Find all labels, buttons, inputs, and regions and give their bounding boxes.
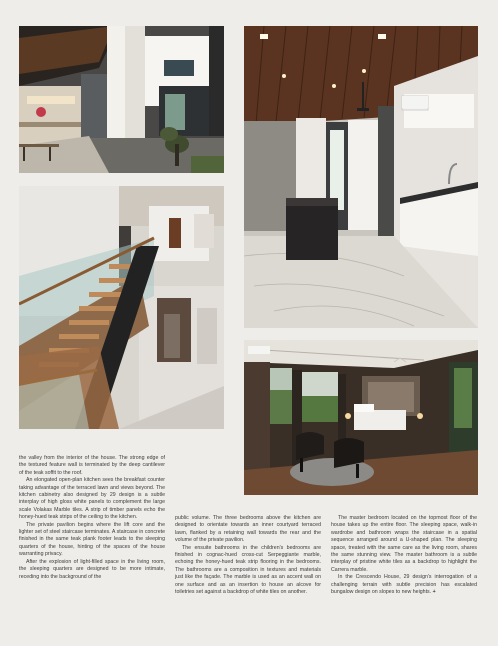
paragraph: After the explosion of light-filled space in the living room, the sleeping quarters are designed to be more intimate, receding into the background of the <box>19 558 165 580</box>
paragraph: An elongated open-plan kitchen sees the breakfast counter taking advantage of the terraced lawn and views beyond. The kitchen cabinetry also designed by 29 design is a subtle interplay of high gloss white panels to complement the large scale Volakas Marble tiles. A strip of timber panels echo the honey-hued teak strips of the ceiling to the kitchen. <box>19 477 165 521</box>
photo-staircase <box>19 186 224 429</box>
paragraph <box>331 574 477 596</box>
text-column-1 <box>19 455 165 581</box>
photo-kitchen-interior <box>244 26 478 328</box>
text-column-3 <box>331 515 477 596</box>
paragraph: The private pavilion begins where the lift core and the lighter set of steel staircase terminates. A staircase in concrete finished in the same teak plank footer leads to the sleeping quarters of the house, hinting of the spaces of the house warranting privacy. <box>19 521 165 558</box>
paragraph-text: In the Crescendo House, 29 design's interrogation of a challenging terrain with subtle precision has escalated bungalow design on slopes to new heights. <box>331 574 477 596</box>
paragraph: public volume. The three bedrooms above the kitchen are designed to orientate towards an inner courtyard terraced lawn, flanked by a retaining wall towards the rear and the volume of the private pavilion. <box>175 515 321 544</box>
paragraph: The ensuite bathrooms in the children's bedrooms are finished in cognac-hued cross-cut Serpeggiante marble, echoing the honey-hued teak strip flooring in the bedrooms. The bathrooms are a composition in textures and materials just like the façade. The marble is used as an accent wall on one surface and as an insertion to house an alcove for toiletries set against a backdrop of white tiles on another. <box>175 544 321 596</box>
text-column-2 <box>175 515 321 596</box>
photo-master-bedroom <box>244 340 478 495</box>
paragraph: The master bedroom located on the topmost floor of the house takes up the entire floor. The sleeping space, walk-in wardrobe and bathroom wraps the staircase in a spatial sequence arranged around a U-shaped plan. The sleeping space, treated with the same care as the living room, shares the same stunning view. The master bathroom is a subtle interplay of pristine white tiles as a backdrop to highlight the Carrera marble. <box>331 515 477 573</box>
photo-courtyard-exterior <box>19 26 224 173</box>
paragraph: the valley from the interior of the house. The strong edge of the textured feature wall is terminated by the deep cantilever of the teak soffit to the roof. <box>19 455 165 476</box>
end-mark: + <box>432 589 436 596</box>
